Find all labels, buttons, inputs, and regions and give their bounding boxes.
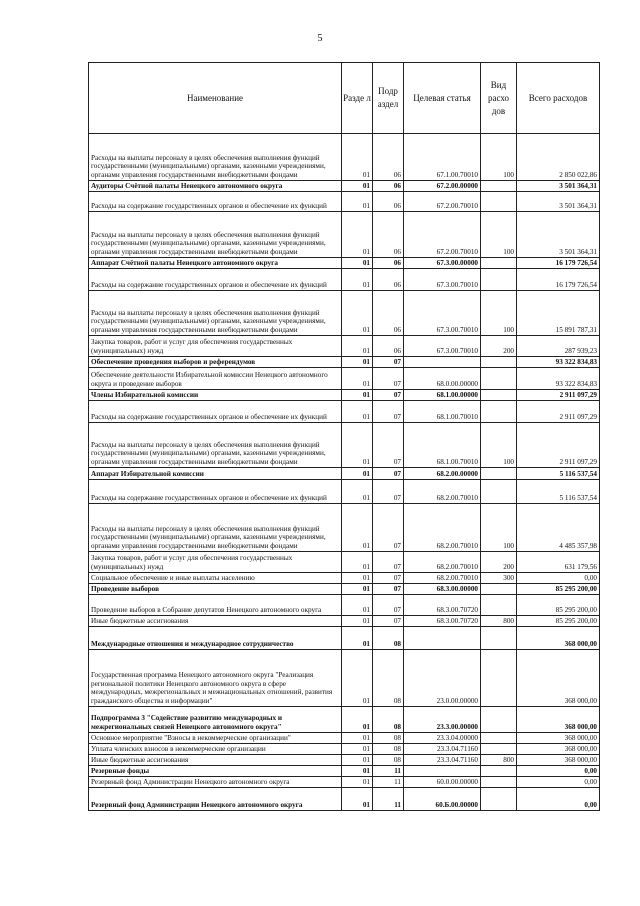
row-total: 85 295 200,00 (517, 616, 600, 627)
table-row (89, 573, 600, 584)
row-celevaya: 67.3.00.70010 (404, 336, 481, 357)
table-row (89, 336, 600, 357)
row-vid: 100 (481, 504, 517, 552)
page-number: 5 (317, 33, 323, 44)
row-total: 15 891 787,31 (517, 291, 600, 336)
row-celevaya: 68.1.00.70010 (404, 423, 481, 468)
header-vid: Вид расхо дов (481, 63, 517, 134)
row-total: 16 179 726,54 (517, 258, 600, 269)
row-name: Расходы на выплаты персоналу в целях обеспечения выполнения функций государственными (муниципальными) органами, казенными учреждениями, органами управления государственными внебюджетными фондами (89, 212, 342, 258)
row-name: Аппарат Избирательной комиссии (89, 468, 342, 480)
row-celevaya: 67.3.00.70010 (404, 291, 481, 336)
row-razdel: 01 (342, 336, 373, 357)
row-vid: 100 (481, 134, 517, 181)
row-total: 16 179 726,54 (517, 269, 600, 291)
row-razdel: 01 (342, 468, 373, 480)
row-razdel: 01 (342, 480, 373, 504)
row-razdel: 01 (342, 368, 373, 390)
row-celevaya: 67.3.00.00000 (404, 258, 481, 269)
table-row (89, 390, 600, 401)
row-name: Расходы на выплаты персоналу в целях обеспечения выполнения функций государственными (муниципальными) органами, казенными учреждениями, органами управления государственными внебюджетными фондами (89, 504, 342, 552)
row-total: 5 116 537,54 (517, 480, 600, 504)
row-podrazdel: 11 (373, 766, 404, 777)
header-total: Всего расходов (517, 63, 600, 134)
row-celevaya (404, 627, 481, 650)
table-row (89, 258, 600, 269)
row-vid (481, 584, 517, 595)
table-row (89, 423, 600, 468)
row-name: Аппарат Счётной палаты Ненецкого автономного округа (89, 258, 342, 269)
row-vid: 200 (481, 552, 517, 573)
table-row (89, 766, 600, 777)
row-razdel: 01 (342, 777, 373, 788)
row-total: 93 322 834,83 (517, 357, 600, 368)
row-podrazdel: 08 (373, 627, 404, 650)
row-name: Обеспечение деятельности Избирательной комиссии Ненецкого автономного округа и проведение выборов (89, 368, 342, 390)
row-razdel: 01 (342, 650, 373, 707)
row-podrazdel: 08 (373, 755, 404, 766)
row-name: Расходы на содержание государственных органов и обеспечение их функций (89, 401, 342, 423)
row-celevaya: 67.3.00.70010 (404, 269, 481, 291)
row-podrazdel: 07 (373, 573, 404, 584)
row-razdel: 01 (342, 504, 373, 552)
row-vid (481, 766, 517, 777)
row-celevaya: 23.3.04.71160 (404, 755, 481, 766)
row-total: 85 295 200,00 (517, 584, 600, 595)
row-vid (481, 777, 517, 788)
table-row (89, 368, 600, 390)
row-name: Резервный фонд Администрации Ненецкого автономного округа (89, 788, 342, 811)
row-razdel: 01 (342, 134, 373, 181)
row-name: Аудиторы Счётной палаты Ненецкого автономного округа (89, 181, 342, 192)
row-celevaya: 68.0.00.00000 (404, 368, 481, 390)
header-razdel: Разде л (342, 63, 373, 134)
table-row (89, 777, 600, 788)
row-podrazdel: 06 (373, 291, 404, 336)
table-row (89, 181, 600, 192)
row-vid: 800 (481, 755, 517, 766)
row-razdel: 01 (342, 755, 373, 766)
row-vid (481, 258, 517, 269)
row-total: 0,00 (517, 777, 600, 788)
row-vid (481, 192, 517, 212)
table-row (89, 291, 600, 336)
table-row (89, 744, 600, 755)
row-podrazdel: 07 (373, 480, 404, 504)
header-podrazdel: Подр аздел (373, 63, 404, 134)
row-name: Иные бюджетные ассигнования (89, 755, 342, 766)
row-vid (481, 181, 517, 192)
row-celevaya: 68.2.00.70010 (404, 573, 481, 584)
table-row (89, 616, 600, 627)
row-razdel: 01 (342, 423, 373, 468)
row-podrazdel: 07 (373, 423, 404, 468)
row-vid (481, 650, 517, 707)
row-name: Обеспечение проведения выборов и референдумов (89, 357, 342, 368)
row-celevaya: 68.1.00.00000 (404, 390, 481, 401)
row-podrazdel: 11 (373, 788, 404, 811)
row-podrazdel: 07 (373, 584, 404, 595)
table-row (89, 192, 600, 212)
row-podrazdel: 06 (373, 192, 404, 212)
row-vid (481, 788, 517, 811)
row-total: 0,00 (517, 573, 600, 584)
row-total: 4 485 357,98 (517, 504, 600, 552)
table-row (89, 504, 600, 552)
table-row (89, 480, 600, 504)
row-razdel: 01 (342, 181, 373, 192)
row-name: Закупка товаров, работ и услуг для обеспечения государственных (муниципальных) нужд (89, 336, 342, 357)
row-name: Расходы на выплаты персоналу в целях обеспечения выполнения функций государственными (муниципальными) органами, казенными учреждениями, органами управления государственными внебюджетными фондами (89, 134, 342, 181)
table-row (89, 627, 600, 650)
row-total: 287 939,23 (517, 336, 600, 357)
row-name: Основное мероприятие "Взносы в некоммерческие организации" (89, 733, 342, 744)
row-podrazdel: 06 (373, 258, 404, 269)
row-podrazdel: 06 (373, 134, 404, 181)
row-razdel: 01 (342, 788, 373, 811)
row-vid (481, 480, 517, 504)
row-vid (481, 368, 517, 390)
row-name: Социальное обеспечение и иные выплаты населению (89, 573, 342, 584)
row-vid (481, 707, 517, 733)
table-row (89, 584, 600, 595)
table-row (89, 755, 600, 766)
row-name: Расходы на содержание государственных органов и обеспечение их функций (89, 192, 342, 212)
row-razdel: 01 (342, 766, 373, 777)
row-podrazdel: 08 (373, 650, 404, 707)
row-podrazdel: 08 (373, 733, 404, 744)
table-header-row (89, 63, 600, 134)
table-row (89, 212, 600, 258)
row-razdel: 01 (342, 627, 373, 650)
row-vid: 800 (481, 616, 517, 627)
row-razdel: 01 (342, 269, 373, 291)
row-podrazdel: 06 (373, 336, 404, 357)
row-razdel: 01 (342, 707, 373, 733)
row-celevaya: 67.2.00.70010 (404, 192, 481, 212)
row-total: 3 501 364,31 (517, 212, 600, 258)
table-row (89, 134, 600, 181)
row-celevaya: 60.0.00.00000 (404, 777, 481, 788)
row-celevaya: 68.2.00.70010 (404, 552, 481, 573)
row-podrazdel: 07 (373, 616, 404, 627)
row-celevaya: 23.3.00.00000 (404, 707, 481, 733)
row-podrazdel: 06 (373, 181, 404, 192)
row-vid (481, 269, 517, 291)
row-celevaya: 23.3.04.71160 (404, 744, 481, 755)
row-podrazdel: 07 (373, 390, 404, 401)
row-total: 368 000,00 (517, 755, 600, 766)
row-name: Международные отношения и международное сотрудничество (89, 627, 342, 650)
row-name: Резервный фонд Администрации Ненецкого автономного округа (89, 777, 342, 788)
row-vid: 100 (481, 423, 517, 468)
row-total: 631 179,56 (517, 552, 600, 573)
row-total: 3 501 364,31 (517, 192, 600, 212)
row-name: Проведение выборов в Собрание депутатов Ненецкого автономного округа (89, 595, 342, 616)
table-row (89, 401, 600, 423)
table-row (89, 733, 600, 744)
row-name: Государственная программа Ненецкого автономного округа "Реализация региональной политики Ненецкого автономного округа в сфере международных, межрегиональных и межнациональных отношений, развития гражданского общества и информации" (89, 650, 342, 707)
row-celevaya: 68.2.00.00000 (404, 468, 481, 480)
row-celevaya: 68.3.00.70720 (404, 616, 481, 627)
row-razdel: 01 (342, 584, 373, 595)
row-razdel: 01 (342, 595, 373, 616)
row-razdel: 01 (342, 258, 373, 269)
row-total: 368 000,00 (517, 650, 600, 707)
row-celevaya: 23.0.00.00000 (404, 650, 481, 707)
row-name: Расходы на выплаты персоналу в целях обеспечения выполнения функций государственными (муниципальными) органами, казенными учреждениями, органами управления государственными внебюджетными фондами (89, 291, 342, 336)
row-total: 0,00 (517, 788, 600, 811)
table-row (89, 357, 600, 368)
row-total: 5 116 537,54 (517, 468, 600, 480)
row-name: Иные бюджетные ассигнования (89, 616, 342, 627)
row-celevaya: 68.3.00.00000 (404, 584, 481, 595)
row-celevaya: 68.2.00.70010 (404, 480, 481, 504)
table-row (89, 269, 600, 291)
row-total: 2 911 097,29 (517, 401, 600, 423)
row-name: Уплата членских взносов в некоммерческие организации (89, 744, 342, 755)
row-podrazdel: 07 (373, 368, 404, 390)
row-total: 368 000,00 (517, 627, 600, 650)
row-razdel: 01 (342, 744, 373, 755)
table-row (89, 552, 600, 573)
table-row (89, 468, 600, 480)
row-name: Закупка товаров, работ и услуг для обеспечения государственных (муниципальных) нужд (89, 552, 342, 573)
row-podrazdel: 07 (373, 468, 404, 480)
row-razdel: 01 (342, 401, 373, 423)
table-row (89, 650, 600, 707)
row-celevaya: 67.1.00.70010 (404, 134, 481, 181)
row-total: 85 295 200,00 (517, 595, 600, 616)
row-celevaya (404, 766, 481, 777)
row-name: Расходы на выплаты персоналу в целях обеспечения выполнения функций государственными (муниципальными) органами, казенными учреждениями, органами управления государственными внебюджетными фондами (89, 423, 342, 468)
row-total: 368 000,00 (517, 707, 600, 733)
row-total: 368 000,00 (517, 744, 600, 755)
row-total: 0,00 (517, 766, 600, 777)
table-row (89, 595, 600, 616)
row-name: Резервные фонды (89, 766, 342, 777)
row-vid (481, 468, 517, 480)
row-podrazdel: 07 (373, 504, 404, 552)
row-celevaya: 60.Б.00.00000 (404, 788, 481, 811)
row-vid (481, 357, 517, 368)
row-vid (481, 744, 517, 755)
row-razdel: 01 (342, 573, 373, 584)
row-celevaya: 23.3.04.00000 (404, 733, 481, 744)
row-razdel: 01 (342, 291, 373, 336)
row-name: Члены Избирательной комиссии (89, 390, 342, 401)
row-podrazdel: 07 (373, 552, 404, 573)
row-total: 93 322 834,83 (517, 368, 600, 390)
row-name: Проведение выборов (89, 584, 342, 595)
row-podrazdel: 08 (373, 707, 404, 733)
row-name: Подпрограмма 3 "Содействие развитию международных и межрегиональных связей Ненецкого автономного округа" (89, 707, 342, 733)
row-podrazdel: 06 (373, 212, 404, 258)
row-razdel: 01 (342, 192, 373, 212)
row-razdel: 01 (342, 733, 373, 744)
row-total: 2 911 097,29 (517, 423, 600, 468)
row-podrazdel: 08 (373, 744, 404, 755)
row-celevaya: 68.1.00.70010 (404, 401, 481, 423)
table-row (89, 788, 600, 811)
header-name: Наименование (89, 63, 342, 134)
row-name: Расходы на содержание государственных органов и обеспечение их функций (89, 480, 342, 504)
row-vid (481, 595, 517, 616)
row-total: 2 850 022,86 (517, 134, 600, 181)
row-vid: 200 (481, 336, 517, 357)
row-celevaya: 67.2.00.70010 (404, 212, 481, 258)
row-vid (481, 401, 517, 423)
row-name: Расходы на содержание государственных органов и обеспечение их функций (89, 269, 342, 291)
row-podrazdel: 07 (373, 595, 404, 616)
row-total: 2 911 097,29 (517, 390, 600, 401)
row-vid (481, 627, 517, 650)
row-podrazdel: 07 (373, 401, 404, 423)
table-row (89, 707, 600, 733)
row-razdel: 01 (342, 357, 373, 368)
row-razdel: 01 (342, 390, 373, 401)
row-celevaya: 68.2.00.70010 (404, 504, 481, 552)
row-podrazdel: 07 (373, 357, 404, 368)
row-podrazdel: 06 (373, 269, 404, 291)
header-celevaya: Целевая статья (404, 63, 481, 134)
row-razdel: 01 (342, 616, 373, 627)
budget-table (88, 62, 600, 811)
row-celevaya: 67.2.00.00000 (404, 181, 481, 192)
row-total: 368 000,00 (517, 733, 600, 744)
row-celevaya: 68.3.00.70720 (404, 595, 481, 616)
row-razdel: 01 (342, 552, 373, 573)
row-podrazdel: 11 (373, 777, 404, 788)
row-vid: 100 (481, 212, 517, 258)
row-razdel: 01 (342, 212, 373, 258)
row-vid (481, 733, 517, 744)
row-vid (481, 390, 517, 401)
row-vid: 300 (481, 573, 517, 584)
row-total: 3 501 364,31 (517, 181, 600, 192)
row-celevaya (404, 357, 481, 368)
row-vid: 100 (481, 291, 517, 336)
